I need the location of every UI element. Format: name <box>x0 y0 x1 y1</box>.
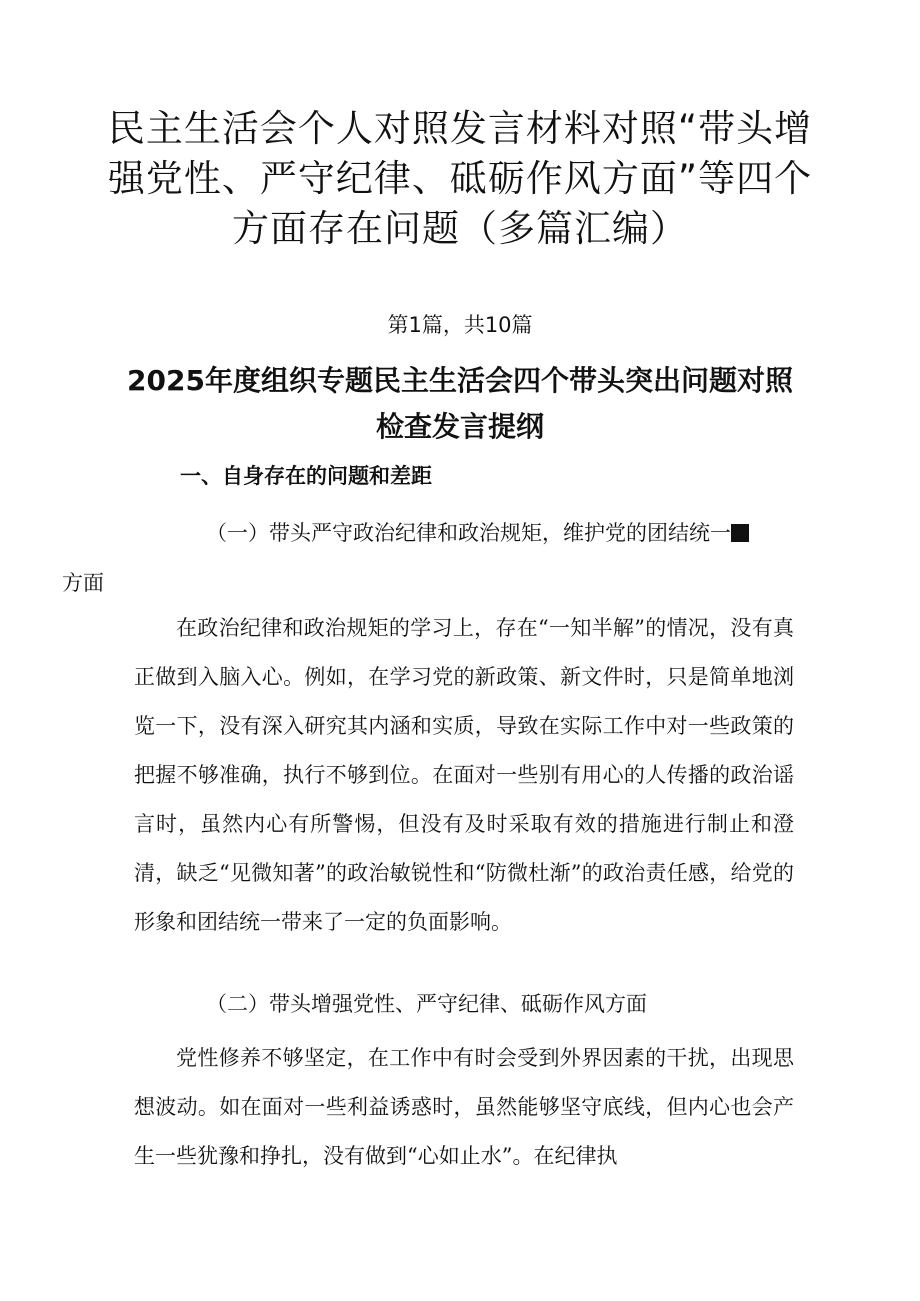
subsection-heading-2: （二）带头增强党性、严守纪律、砥砺作风方面 <box>206 992 647 1016</box>
paragraph-2: 党性修养不够坚定，在工作中有时会受到外界因素的干扰，出现思想波动。如在面对一些利益诱惑时，虽然能够坚守底线，但内心也会产生一些犹豫和挣扎，没有做到“心如止水”。在纪律执 <box>134 1046 794 1168</box>
subsection-heading-1-text: （一）带头严守政治纪律和政治规矩，维护党的团结统一 <box>206 521 731 545</box>
subsection-heading-1-tail: 方面 <box>62 571 104 595</box>
article-title: 2025年度组织专题民主生活会四个带头突出问题对照检查发言提纲 <box>127 364 793 443</box>
subsection-heading-1 <box>62 508 794 608</box>
part-indicator: 第1篇，共10篇 <box>387 313 533 337</box>
filled-square-icon <box>731 524 749 542</box>
document-title: 民主生活会个人对照发言材料对照“带头增强党性、严守纪律、砥砺作风方面”等四个方面存在问题（多篇汇编） <box>107 107 813 250</box>
section-heading: 一、自身存在的问题和差距 <box>180 463 432 488</box>
paragraph-1: 在政治纪律和政治规矩的学习上，存在“一知半解”的情况，没有真正做到入脑入心。例如，在学习党的新政策、新文件时，只是简单地浏览一下，没有深入研究其内涵和实质，导致在实际工作中对一些政策的把握不够准确，执行不够到位。在面对一些别有用心的人传播的政治谣言时，虽然内心有所警惕，但没有及时采取有效的措施进行制止和澄清，缺乏“见微知著”的政治敏锐性和“防微杜渐”的政治责任感，给党的形象和团结统一带来了一定的负面影响。 <box>134 616 794 934</box>
